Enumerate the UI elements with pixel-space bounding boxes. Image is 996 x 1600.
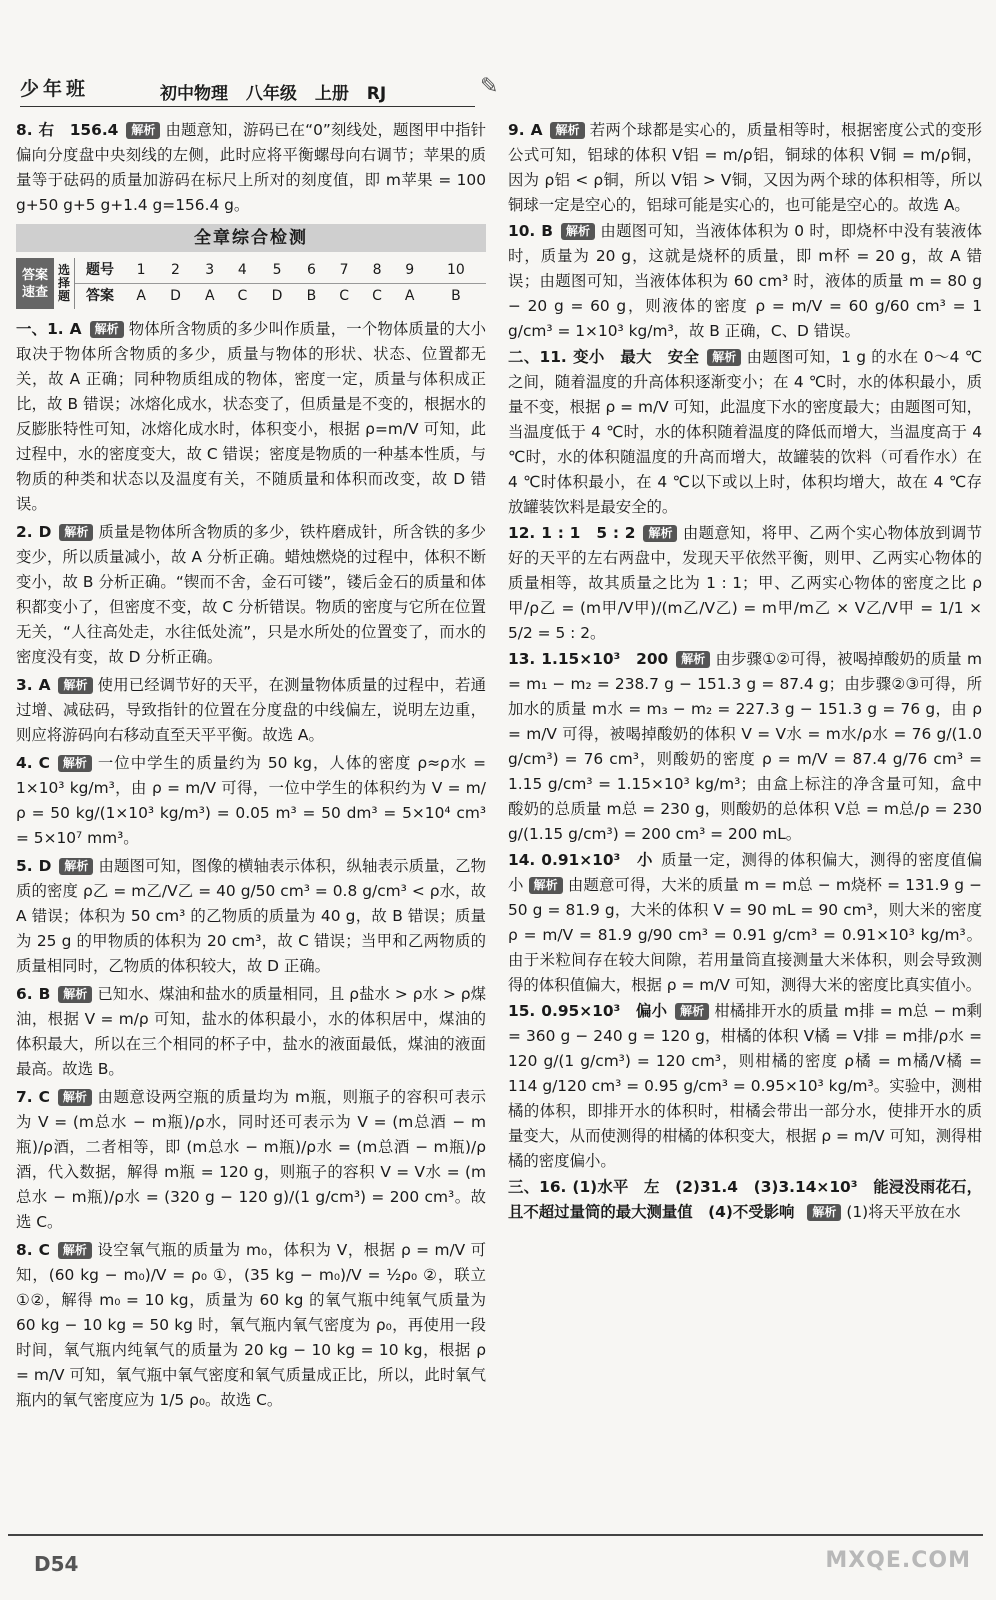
- answer-item: 8. 右 156.4 解析 由题意知，游码已在“0”刻线处，题图甲中指针偏向分度盘中央刻线的左侧，此时应将平衡螺母向右调节；苹果的质量等于砝码的质量加游码在标尺上所对的刻度值，即 m苹果 = 100 g+50 g+5 g+1.4 g=156.4 g。: [16, 121, 486, 214]
- quick-answer-label: 答案速查: [16, 258, 54, 309]
- header-grade: 八年级: [245, 84, 297, 104]
- answer-item: 15. 0.95×10³ 偏小 解析 柑橘排开水的质量 m排 = m总 − m剩 = 360 g − 240 g = 120 g，柑橘的体积 V橘 = V排 = m排/ρ水 = 120 g/(1 g/cm³) = 120 cm³，则柑橘的密度 ρ橘 = m橘/V橘 = 114 g/120 cm³ = 0.95 g/cm³ = 0.95×10³ kg/m³。实验中，测柑橘的体积，即排开水的体积时，柑橘会带出一部分水，使排开水的质量变大，从而使测得的柑橘的体积变大，根据 ρ = m/V 可知，测得柑橘的密度偏小。: [508, 1002, 983, 1170]
- header-meta: [160, 79, 386, 104]
- left-column: [16, 118, 486, 1416]
- watermark: MXQE.COM: [825, 1548, 971, 1573]
- section-title: 全章综合检测: [16, 224, 486, 252]
- quick-answer-table: [16, 258, 486, 309]
- answer-item: 二、11. 变小 最大 安全 解析 由题图可知，1 g 的水在 0～4 ℃之间，随着温度的升高体积逐渐变小；在 4 ℃时，水的体积最小，质量不变，根据 ρ = m/V 可知，此温度下水的密度最大；由题图可知，当温度低于 4 ℃时，水的体积随着温度的降低而增大，当温度高于 4 ℃时，水的体积随温度的升高而增大，故罐装的饮料（可看作水）在 4 ℃时体积最小，在 4 ℃以下或以上时，体积均增大，故在 4 ℃存放罐装饮料是最安全的。: [508, 348, 983, 516]
- answer-item: 4. C 解析 一位中学生的质量约为 50 kg，人体的密度 ρ≈ρ水 = 1×10³ kg/m³，由 ρ = m/V 可得，一位中学生的体积约为 V = m/ρ = 50 kg/(1×10³ kg/m³) = 0.05 m³ = 50 dm³ = 5×10⁴ cm³ = 5×10⁷ mm³。: [16, 754, 486, 847]
- footer-rule: [8, 1534, 983, 1536]
- page-footer: [8, 1534, 983, 1574]
- page-number: D54: [34, 1552, 79, 1576]
- analysis-tag: 解析: [126, 122, 160, 139]
- answer-item: 13. 1.15×10³ 200 解析 由步骤①②可得，被喝掉酸奶的质量 m = m₁ − m₂ = 238.7 g − 151.3 g = 87.4 g；由步骤②③可得，所加水的质量 m水 = m₃ − m₂ = 227.3 g − 151.3 g = 76 g，由 ρ = m/V 可得，被喝掉酸奶的体积 V = V水 = m水/ρ水 = 76 g/(1.0 g/cm³) = 76 cm³，则酸奶的密度 ρ = m/V = 87.4 g/76 cm³ = 1.15 g/cm³ = 1.15×10³ kg/m³；由盒上标注的净含量可知，盒中酸奶的总质量 m总 = 230 g，则酸奶的总体积 V总 = m总/ρ = 230 g/(1.15 g/cm³) = 200 cm³ = 200 mL。: [508, 650, 982, 843]
- header-subject: 初中物理: [160, 84, 228, 104]
- answer-item: 12. 1 : 1 5 : 2 解析 由题意知，将甲、乙两个实心物体放到调节好的天平的左右两盘中，发现天平依然平衡，则甲、乙两实心物体的质量相等，故其质量之比为 1 : 1；甲、乙两实心物体的密度之比 ρ甲/ρ乙 = (m甲/V甲)/(m乙/V乙) = m甲/m乙 × V乙/V甲 = 1/1 × 5/2 = 5 : 2。: [508, 524, 982, 642]
- choice-tag: 选择题: [54, 258, 75, 309]
- header-volume: 上册: [314, 84, 349, 104]
- answer-item: 一、1. A 解析 物体所含物质的多少叫作质量，一个物体质量的大小取决于物体所含物质的多少，质量与物体的形状、状态、位置都无关，故 A 正确；同种物质组成的物体，密度一定，质量与体积成正比，故 B 错误；冰熔化成水，状态变了，但质量是不变的，根据水的反膨胀特性可知，冰熔化成水时，体积变小，根据 ρ=m/V 可知，此过程中，水的密度变大，故 C 错误；密度是物质的一种基本性质，与物质的种类和状态以及温度有关，不随质量和体积而改变，故 D 错误。: [16, 320, 486, 513]
- header-edition: RJ: [366, 84, 387, 104]
- answer-item: 2. D 解析 质量是物体所含物质的多少，铁杵磨成针，所含铁的多少变少，所以质量减小，故 A 分析正确。蜡烛燃烧的过程中，体积不断变小，故 B 分析正确。“锲而不舍，金石可镂”，镂后金石的质量和体积都变小了，但密度不变，故 C 分析错误。物质的密度与它所在位置无关，“人往高处走，水往低处流”，只是水所处的位置变了，而水的密度没有变，故 D 分析正确。: [16, 523, 486, 666]
- brand-logo: 少年班: [20, 78, 90, 100]
- answer-item: 7. C 解析 由题意设两空瓶的质量均为 m瓶，则瓶子的容积可表示为 V = (m总水 − m瓶)/ρ水，同时还可表示为 V = (m总酒 − m瓶)/ρ酒，二者相等，即 (m总水 − m瓶)/ρ水 = (m总酒 − m瓶)/ρ酒，代入数据，解得 m瓶 = 120 g，则瓶子的容积 V = V水 = (m总水 − m瓶)/ρ水 = (320 g − 120 g)/(1 g/cm³) = 200 cm³。故选 C。: [16, 1088, 486, 1231]
- answer-item: 10. B 解析 由题图可知，当液体体积为 0 时，即烧杯中没有装液体时，质量为 20 g，这就是烧杯的质量，即 m杯 = 20 g，故 A 错误；由题图可知，当液体体积为 60 cm³ 时，液体的质量 m = 80 g − 20 g = 60 g，则液体的密度 ρ = m/V = 60 g/60 cm³ = 1 g/cm³ = 1×10³ kg/m³，故 B 正确，C、D 错误。: [508, 222, 982, 340]
- answer-item: 9. A 解析 若两个球都是实心的，质量相等时，根据密度公式的变形公式可知，铝球的体积 V铝 = m/ρ铝，铜球的体积 V铜 = m/ρ铜，因为 ρ铝 < ρ铜，所以 V铝 > V铜，又因为两个球的体积相等，所以铜球一定是空心的，铝球可能是实心的，也可能是空心的。故选 A。: [508, 121, 982, 214]
- answer-grid: 题号 1 2 3 4 5 6 7 8 9 10 答案 A D A C D B C C A B: [75, 258, 486, 309]
- answer-item: 5. D 解析 由题图可知，图像的横轴表示体积，纵轴表示质量，乙物质的密度 ρ乙 = m乙/V乙 = 40 g/50 cm³ = 0.8 g/cm³ < ρ水，故 A 错误；体积为 50 cm³ 的乙物质的质量为 40 g，故 B 错误；质量为 25 g 的甲物质的体积为 20 cm³，故 C 错误；当甲和乙两物质的质量相同时，乙物质的体积较大，故 D 正确。: [16, 857, 486, 975]
- cartoon-icon: ✎: [480, 74, 499, 99]
- answer-item: 三、16. (1)水平 左 (2)31.4 (3)3.14×10³ 能浸没雨花石，且不超过量筒的最大测量值 (4)不受影响 解析 (1)将天平放在水: [508, 1178, 982, 1221]
- answer-item: 14. 0.91×10³ 小 质量一定，测得的体积偏大，测得的密度值偏小 解析 由题意可得，大米的质量 m = m总 − m烧杯 = 131.9 g − 50 g = 81.9 g，大米的体积 V = 90 mL = 90 cm³，则大米的密度 ρ = m/V = 81.9 g/90 cm³ = 0.91 g/cm³ = 0.91×10³ kg/m³。由于米粒间存在较大间隙，若用量筒直接测量大米体积，则会导致测得的体积值偏大，根据 ρ = m/V 可知，测得大米的密度比真实值小。: [508, 851, 982, 994]
- answer-item: 3. A 解析 使用已经调节好的天平，在测量物体质量的过程中，若通过增、减砝码，导致指针的位置在分度盘的中线偏左，说明左边重，则应将游码向右移动直至天平平衡。故选 A。: [16, 676, 486, 744]
- right-column: [508, 118, 982, 1226]
- page-header: [20, 70, 520, 110]
- header-rule: [20, 106, 475, 107]
- answer-item: 8. C 解析 设空氧气瓶的质量为 m₀，体积为 V，根据 ρ = m/V 可知，(60 kg − m₀)/V = ρ₀ ①，(35 kg − m₀)/V = ½ρ₀ ②，联立①②，解得 m₀ = 10 kg，质量为 60 kg 的氧气瓶中纯氧气质量为 60 kg − 10 kg = 50 kg 时，氧气瓶内氧气密度为 ρ₀，再使用一段时间，氧气瓶内纯氧气的质量为 20 kg − 10 kg = 10 kg，根据 ρ = m/V 可知，氧气瓶中氧气密度和氧气质量成正比，所以，此时氧气瓶内的氧气密度应为 1/5 ρ₀。故选 C。: [16, 1241, 486, 1409]
- answer-item: 6. B 解析 已知水、煤油和盐水的质量相同，且 ρ盐水 > ρ水 > ρ煤油，根据 V = m/ρ 可知，盐水的体积最小，水的体积居中，煤油的体积最大，所以在三个相同的杯子中，盐水的液面最低，煤油的液面最高。故选 B。: [16, 985, 486, 1078]
